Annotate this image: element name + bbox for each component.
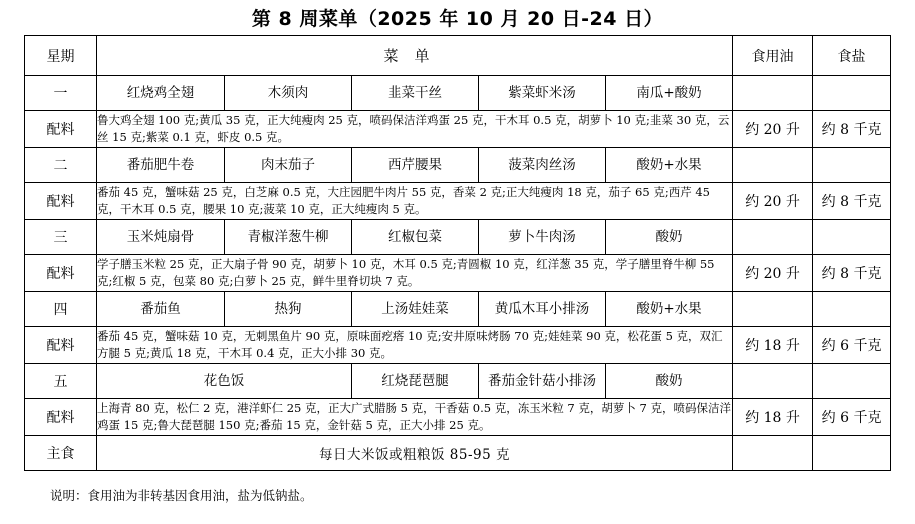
dish-cell: 南瓜+酸奶 [606,76,733,111]
dish-cell: 红椒包菜 [352,220,479,255]
header-menu: 菜单 [97,36,733,76]
oil-empty-cell [733,148,813,183]
oil-empty-cell [733,364,813,399]
dish-row [25,220,891,255]
oil-empty-cell [733,436,813,471]
dish-cell: 萝卜牛肉汤 [479,220,606,255]
ingredients-text: 番茄 45 克，蟹味菇 25 克，白芝麻 0.5 克，大庄园肥牛肉片 55 克，香菜 2 克;正大纯瘦肉 18 克，茄子 65 克;西芹 45 克，干木耳 0.5 克，腰果 10 克;菠菜 10 克，正大纯瘦肉 5 克。 [97,183,733,220]
oil-empty-cell [733,220,813,255]
oil-empty-cell [733,292,813,327]
salt-amount: 约 8 千克 [813,255,891,292]
day-label: 四 [25,292,97,327]
dish-cell: 热狗 [225,292,352,327]
dish-row [25,292,891,327]
dish-cell: 红烧鸡全翅 [97,76,225,111]
day-label: 五 [25,364,97,399]
ingredients-label: 配料 [25,399,97,436]
ingredient-row [25,255,891,292]
dish-row [25,364,891,399]
salt-empty-cell [813,148,891,183]
dish-cell: 菠菜肉丝汤 [479,148,606,183]
dish-cell: 紫菜虾米汤 [479,76,606,111]
salt-empty-cell [813,292,891,327]
staple-text: 每日大米饭或粗粮饭 85-95 克 [97,436,733,471]
header-salt: 食盐 [813,36,891,76]
dish-cell: 酸奶 [606,220,733,255]
oil-empty-cell [733,76,813,111]
dish-cell: 花色饭 [97,364,352,399]
oil-amount: 约 20 升 [733,183,813,220]
ingredient-row [25,183,891,220]
oil-amount: 约 18 升 [733,327,813,364]
weekly-menu-table [24,35,891,471]
dish-cell: 西芹腰果 [352,148,479,183]
dish-cell: 上汤娃娃菜 [352,292,479,327]
day-label: 一 [25,76,97,111]
salt-empty-cell [813,220,891,255]
ingredients-label: 配料 [25,183,97,220]
header-oil: 食用油 [733,36,813,76]
header-row [25,36,891,76]
staple-row [25,436,891,471]
dish-row [25,148,891,183]
oil-amount: 约 18 升 [733,399,813,436]
ingredient-row [25,327,891,364]
dish-cell: 青椒洋葱牛柳 [225,220,352,255]
salt-empty-cell [813,364,891,399]
oil-amount: 约 20 升 [733,111,813,148]
salt-empty-cell [813,436,891,471]
dish-cell: 酸奶 [606,364,733,399]
ingredients-label: 配料 [25,327,97,364]
ingredients-label: 配料 [25,255,97,292]
dish-cell: 黄瓜木耳小排汤 [479,292,606,327]
salt-amount: 约 6 千克 [813,327,891,364]
footnote: 说明：食用油为非转基因食用油，盐为低钠盐。 [50,488,313,503]
dish-row [25,76,891,111]
salt-amount: 约 8 千克 [813,111,891,148]
dish-cell: 番茄肥牛卷 [97,148,225,183]
dish-cell: 韭菜干丝 [352,76,479,111]
dish-cell: 酸奶+水果 [606,148,733,183]
ingredients-label: 配料 [25,111,97,148]
dish-cell: 番茄鱼 [97,292,225,327]
dish-cell: 酸奶+水果 [606,292,733,327]
ingredients-text: 学子膳玉米粒 25 克，正大扇子骨 90 克，胡萝卜 10 克，木耳 0.5 克;青圆椒 10 克，红洋葱 35 克，学子膳里脊牛柳 55 克;红椒 5 克，包菜 80 克;白萝卜 25 克，鲜牛里脊切块 7 克。 [97,255,733,292]
dish-cell: 红烧琵琶腿 [352,364,479,399]
ingredients-text: 番茄 45 克，蟹味菇 10 克，无刺黑鱼片 90 克，原味面疙瘩 10 克;安井原味烤肠 70 克;娃娃菜 90 克，松花蛋 5 克，双汇方腿 5 克;黄瓜 18 克，干木耳 0.4 克，正大小排 30 克。 [97,327,733,364]
salt-empty-cell [813,76,891,111]
dish-cell: 木须肉 [225,76,352,111]
day-label: 三 [25,220,97,255]
dish-cell: 玉米炖扇骨 [97,220,225,255]
ingredient-row [25,399,891,436]
ingredients-text: 上海青 80 克，松仁 2 克，港洋虾仁 25 克，正大广式腊肠 5 克，干香菇 0.5 克，冻玉米粒 7 克，胡萝卜 7 克，喷码保洁洋鸡蛋 15 克;鲁大琵琶腿 150 克;番茄 15 克，金针菇 5 克，正大小排 25 克。 [97,399,733,436]
staple-label: 主食 [25,436,97,471]
day-label: 二 [25,148,97,183]
ingredients-text: 鲁大鸡全翅 100 克;黄瓜 35 克，正大纯瘦肉 25 克，喷码保洁洋鸡蛋 25 克，干木耳 0.5 克，胡萝卜 10 克;韭菜 30 克，云丝 15 克;紫菜 0.1 克，虾皮 0.5 克。 [97,111,733,148]
dish-cell: 番茄金针菇小排汤 [479,364,606,399]
ingredient-row [25,111,891,148]
header-day: 星期 [25,36,97,76]
salt-amount: 约 8 千克 [813,183,891,220]
salt-amount: 约 6 千克 [813,399,891,436]
page-title: 第 8 周菜单（2025 年 10 月 20 日-24 日） [251,8,664,30]
dish-cell: 肉末茄子 [225,148,352,183]
oil-amount: 约 20 升 [733,255,813,292]
